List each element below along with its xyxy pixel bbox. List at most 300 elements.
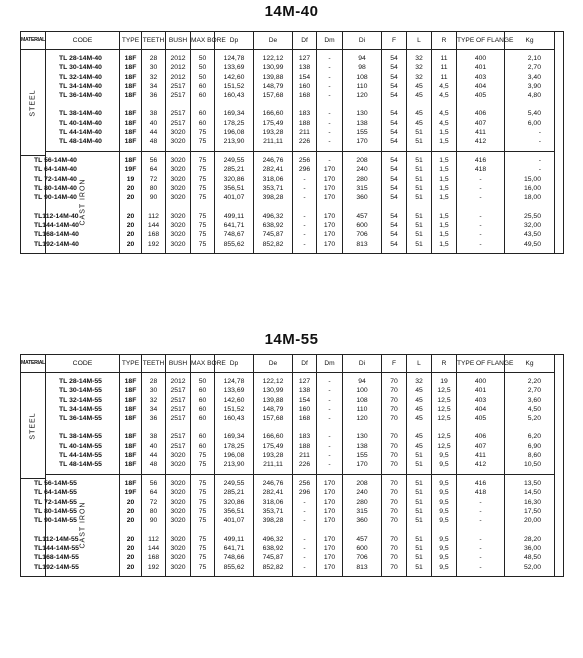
cell-di: 457 [343, 212, 382, 221]
cell-max-bore: 75 [191, 516, 215, 525]
cell-de: 638,92 [254, 221, 293, 230]
cell-code: TL 36-14M-40 [46, 91, 120, 100]
cell-code: TL 32-14M-40 [46, 73, 120, 82]
cell-de: 122,12 [254, 54, 293, 63]
cell-bush: 3020 [166, 488, 191, 497]
cell-f: 54 [382, 73, 407, 82]
cell-teeth: 40 [142, 442, 166, 451]
spec-table-14m-55 [20, 354, 564, 577]
cell-f: 70 [382, 414, 407, 423]
header-l: L [407, 355, 432, 373]
cell-max-bore: 60 [191, 396, 215, 405]
cell-teeth: 32 [142, 396, 166, 405]
cell-di: 98 [343, 63, 382, 72]
cell-max-bore: 60 [191, 432, 215, 441]
cell-flange: 416 [457, 156, 505, 166]
header-code: CODE [46, 355, 120, 373]
cell-bush: 3020 [166, 165, 191, 174]
cell-f: 54 [382, 137, 407, 146]
cell-r: 1,5 [432, 184, 457, 193]
cell-r: 9,5 [432, 544, 457, 553]
cell-l: 45 [407, 119, 432, 128]
cell-teeth: 144 [142, 221, 166, 230]
cell-l: 45 [407, 109, 432, 118]
cell-l: 51 [407, 460, 432, 469]
cell-kg: 25,50 [505, 212, 555, 221]
cell-code: TL 38-14M-55 [46, 432, 120, 441]
material-text: CAST IRON [78, 178, 86, 226]
cell-r: 1,5 [432, 137, 457, 146]
cell-de: 246,76 [254, 156, 293, 166]
cell-bush: 3020 [166, 498, 191, 507]
material-text: STEEL [29, 88, 37, 117]
cell-dm: - [317, 405, 343, 414]
cell-r: 9,5 [432, 563, 457, 572]
cell-l: 32 [407, 63, 432, 72]
cell-l: 45 [407, 386, 432, 395]
cell-di: 360 [343, 193, 382, 202]
cell-f: 54 [382, 240, 407, 249]
cell-r: 1,5 [432, 240, 457, 249]
table-row [21, 109, 564, 118]
cell-kg: 2,20 [505, 377, 555, 386]
cell-code: TL 44-14M-55 [46, 451, 120, 460]
cell-type: 20 [120, 563, 142, 572]
cell-dp: 133,69 [215, 386, 254, 395]
cell-teeth: 44 [142, 451, 166, 460]
cell-teeth: 192 [142, 563, 166, 572]
header-de: De [254, 32, 293, 50]
cell-r: 4,5 [432, 91, 457, 100]
cell-code: TL112-14M-40 [21, 212, 46, 221]
cell-kg: 6,00 [505, 119, 555, 128]
header-teeth: TEETH [142, 355, 166, 373]
cell-kg: 28,20 [505, 535, 555, 544]
cell-kg: 52,00 [505, 563, 555, 572]
cell-max-bore: 75 [191, 230, 215, 239]
cell-df: 226 [293, 460, 317, 469]
cell-de: 148,79 [254, 82, 293, 91]
cell-f: 70 [382, 451, 407, 460]
cell-l: 51 [407, 212, 432, 221]
cell-di: 315 [343, 184, 382, 193]
cell-kg: 4,80 [505, 91, 555, 100]
cell-kg: 2,10 [505, 54, 555, 63]
cell-type: 20 [120, 516, 142, 525]
cell-df: - [293, 193, 317, 202]
cell-teeth: 64 [142, 165, 166, 174]
cell-r: 12,5 [432, 442, 457, 451]
cell-teeth: 28 [142, 54, 166, 63]
cell-de: 139,88 [254, 73, 293, 82]
cell-di: 110 [343, 82, 382, 91]
cell-f: 70 [382, 386, 407, 395]
cell-flange: 412 [457, 137, 505, 146]
header-type: TYPE [120, 32, 142, 50]
cell-l: 51 [407, 544, 432, 553]
cell-r: 12,5 [432, 386, 457, 395]
cell-max-bore: 60 [191, 386, 215, 395]
cell-type: 18F [120, 128, 142, 137]
cell-l: 51 [407, 230, 432, 239]
cell-r: 11 [432, 73, 457, 82]
cell-f: 54 [382, 156, 407, 166]
cell-code: TL144-14M-40 [21, 221, 46, 230]
cell-max-bore: 75 [191, 212, 215, 221]
cell-kg: 5,20 [505, 414, 555, 423]
cell-type: 18F [120, 54, 142, 63]
cell-f: 70 [382, 377, 407, 386]
cell-type: 20 [120, 535, 142, 544]
cell-f: 70 [382, 488, 407, 497]
cell-kg: 43,50 [505, 230, 555, 239]
cell-type: 18F [120, 396, 142, 405]
cell-dm: - [317, 377, 343, 386]
cell-code: TL 90-14M-55 [21, 516, 46, 525]
header-dp: Dp [215, 32, 254, 50]
cell-flange: - [457, 240, 505, 249]
cell-max-bore: 50 [191, 73, 215, 82]
cell-dp: 641,71 [215, 544, 254, 553]
cell-f: 54 [382, 91, 407, 100]
cell-r: 12,5 [432, 432, 457, 441]
cell-r: 1,5 [432, 212, 457, 221]
cell-kg: 3,90 [505, 82, 555, 91]
cell-l: 51 [407, 451, 432, 460]
cell-flange: 400 [457, 54, 505, 63]
cell-max-bore: 75 [191, 460, 215, 469]
cell-dp: 356,51 [215, 184, 254, 193]
material-label [21, 373, 46, 479]
cell-kg: 32,00 [505, 221, 555, 230]
cell-type: 18F [120, 109, 142, 118]
cell-code: TL 32-14M-55 [46, 396, 120, 405]
cell-dm: - [317, 414, 343, 423]
cell-r: 9,5 [432, 451, 457, 460]
cell-code: TL 36-14M-55 [46, 414, 120, 423]
cell-dp: 356,51 [215, 507, 254, 516]
cell-di: 130 [343, 109, 382, 118]
cell-r: 11 [432, 63, 457, 72]
cell-code: TL 28-14M-55 [46, 377, 120, 386]
cell-r: 9,5 [432, 535, 457, 544]
cell-f: 54 [382, 109, 407, 118]
cell-di: 280 [343, 498, 382, 507]
cell-bush: 3020 [166, 451, 191, 460]
cell-di: 706 [343, 230, 382, 239]
cell-code: TL168-14M-40 [21, 230, 46, 239]
cell-type: 19F [120, 488, 142, 497]
cell-f: 54 [382, 119, 407, 128]
cell-dm: - [317, 128, 343, 137]
cell-code: TL144-14M-55 [21, 544, 46, 553]
table-row [21, 442, 564, 451]
cell-dm: 170 [317, 175, 343, 184]
cell-type: 20 [120, 230, 142, 239]
cell-dm: 170 [317, 240, 343, 249]
cell-bush: 2517 [166, 442, 191, 451]
cell-max-bore: 50 [191, 54, 215, 63]
cell-code: TL 30-14M-55 [46, 386, 120, 395]
table-row [21, 128, 564, 137]
cell-code: TL 38-14M-40 [46, 109, 120, 118]
cell-f: 54 [382, 54, 407, 63]
cell-de: 282,41 [254, 488, 293, 497]
cell-flange: 403 [457, 73, 505, 82]
cell-flange: 418 [457, 165, 505, 174]
header-max-bore: MAX BORE [191, 355, 215, 373]
cell-teeth: 168 [142, 553, 166, 562]
cell-df: 296 [293, 165, 317, 174]
cell-l: 51 [407, 488, 432, 497]
cell-dp: 855,62 [215, 240, 254, 249]
cell-max-bore: 75 [191, 175, 215, 184]
cell-code: TL 64-14M-55 [21, 488, 46, 497]
cell-kg: 18,00 [505, 193, 555, 202]
cell-dm: 170 [317, 479, 343, 489]
material-text: STEEL [29, 411, 37, 440]
cell-type: 18F [120, 91, 142, 100]
cell-df: - [293, 553, 317, 562]
cell-r: 9,5 [432, 507, 457, 516]
cell-type: 18F [120, 63, 142, 72]
spacer-row [21, 423, 564, 432]
cell-dm: - [317, 451, 343, 460]
cell-bush: 3020 [166, 479, 191, 489]
cell-kg: 3,60 [505, 396, 555, 405]
cell-di: 170 [343, 137, 382, 146]
cell-kg: 16,00 [505, 184, 555, 193]
cell-kg: 3,40 [505, 73, 555, 82]
cell-kg: - [505, 137, 555, 146]
cell-l: 51 [407, 193, 432, 202]
cell-r: 4,5 [432, 109, 457, 118]
cell-f: 70 [382, 442, 407, 451]
table-row [21, 119, 564, 128]
cell-l: 45 [407, 432, 432, 441]
cell-type: 20 [120, 507, 142, 516]
cell-type: 18F [120, 432, 142, 441]
cell-code: TL 80-14M-40 [21, 184, 46, 193]
cell-code: TL 56-14M-55 [21, 479, 46, 489]
cell-dm: 170 [317, 212, 343, 221]
cell-f: 54 [382, 82, 407, 91]
table-row [21, 432, 564, 441]
cell-max-bore: 75 [191, 128, 215, 137]
cell-de: 398,28 [254, 516, 293, 525]
cell-type: 20 [120, 212, 142, 221]
cell-kg: 2,70 [505, 63, 555, 72]
cell-dp: 249,55 [215, 156, 254, 166]
cell-max-bore: 75 [191, 535, 215, 544]
cell-l: 51 [407, 156, 432, 166]
header-kg: Kg [505, 32, 555, 50]
cell-type: 18F [120, 405, 142, 414]
cell-flange: 412 [457, 460, 505, 469]
cell-df: 138 [293, 63, 317, 72]
cell-df: 154 [293, 396, 317, 405]
cell-dp: 124,78 [215, 377, 254, 386]
cell-max-bore: 50 [191, 63, 215, 72]
cell-dp: 169,34 [215, 432, 254, 441]
cell-r: 4,5 [432, 119, 457, 128]
cell-kg: 5,40 [505, 109, 555, 118]
header-dp: Dp [215, 355, 254, 373]
cell-dm: - [317, 91, 343, 100]
cell-flange: - [457, 535, 505, 544]
cell-l: 51 [407, 553, 432, 562]
cell-flange: 407 [457, 442, 505, 451]
cell-teeth: 112 [142, 535, 166, 544]
cell-type: 20 [120, 498, 142, 507]
cell-dm: 170 [317, 516, 343, 525]
cell-code: TL 44-14M-40 [46, 128, 120, 137]
cell-df: 138 [293, 386, 317, 395]
cell-bush: 3020 [166, 563, 191, 572]
cell-code: TL192-14M-40 [21, 240, 46, 249]
cell-dp: 124,78 [215, 54, 254, 63]
cell-r: 1,5 [432, 165, 457, 174]
cell-dm: - [317, 63, 343, 72]
cell-flange: - [457, 193, 505, 202]
cell-code: TL 34-14M-55 [46, 405, 120, 414]
cell-dp: 151,52 [215, 82, 254, 91]
cell-di: 315 [343, 507, 382, 516]
cell-r: 1,5 [432, 156, 457, 166]
cell-code: TL168-14M-55 [21, 553, 46, 562]
cell-f: 54 [382, 221, 407, 230]
cell-dp: 320,86 [215, 498, 254, 507]
cell-r: 1,5 [432, 193, 457, 202]
header-material: MATERIAL [21, 32, 46, 50]
cell-f: 70 [382, 544, 407, 553]
table-row [21, 91, 564, 100]
header-di: Di [343, 32, 382, 50]
cell-flange: - [457, 221, 505, 230]
cell-type: 18F [120, 479, 142, 489]
cell-dp: 748,67 [215, 230, 254, 239]
cell-flange: 401 [457, 386, 505, 395]
cell-dp: 641,71 [215, 221, 254, 230]
header-code: CODE [46, 32, 120, 50]
cell-kg: 8,60 [505, 451, 555, 460]
table-row [21, 82, 564, 91]
cell-type: 20 [120, 193, 142, 202]
cell-r: 1,5 [432, 175, 457, 184]
cell-l: 51 [407, 240, 432, 249]
cell-kg: 16,30 [505, 498, 555, 507]
cell-type: 20 [120, 553, 142, 562]
cell-di: 457 [343, 535, 382, 544]
cell-dp: 142,60 [215, 73, 254, 82]
cell-r: 11 [432, 54, 457, 63]
cell-di: 208 [343, 479, 382, 489]
cell-bush: 3020 [166, 535, 191, 544]
cell-dm: - [317, 432, 343, 441]
cell-df: - [293, 563, 317, 572]
cell-de: 122,12 [254, 377, 293, 386]
cell-code: TL 48-14M-55 [46, 460, 120, 469]
cell-bush: 3020 [166, 544, 191, 553]
cell-bush: 2517 [166, 386, 191, 395]
cell-l: 51 [407, 563, 432, 572]
cell-di: 280 [343, 175, 382, 184]
cell-dm: 170 [317, 184, 343, 193]
cell-di: 240 [343, 165, 382, 174]
header-f: F [382, 32, 407, 50]
cell-code: TL 40-14M-55 [46, 442, 120, 451]
cell-code: TL 40-14M-40 [46, 119, 120, 128]
cell-kg: 36,00 [505, 544, 555, 553]
cell-l: 45 [407, 414, 432, 423]
cell-r: 19 [432, 377, 457, 386]
cell-kg: - [505, 128, 555, 137]
cell-df: - [293, 240, 317, 249]
cell-de: 398,28 [254, 193, 293, 202]
cell-bush: 2012 [166, 63, 191, 72]
header-bush: BUSH [166, 355, 191, 373]
cell-dm: 170 [317, 230, 343, 239]
cell-dm: 170 [317, 507, 343, 516]
table-row [21, 396, 564, 405]
cell-df: 188 [293, 119, 317, 128]
cell-teeth: 80 [142, 184, 166, 193]
header-max-bore: MAX BORE [191, 32, 215, 50]
cell-code: TL 64-14M-40 [21, 165, 46, 174]
cell-f: 70 [382, 479, 407, 489]
cell-l: 32 [407, 73, 432, 82]
cell-flange: - [457, 563, 505, 572]
header-row [21, 355, 564, 373]
cell-f: 54 [382, 212, 407, 221]
cell-de: 193,28 [254, 451, 293, 460]
cell-max-bore: 50 [191, 377, 215, 386]
cell-bush: 3020 [166, 460, 191, 469]
cell-flange: - [457, 516, 505, 525]
cell-r: 9,5 [432, 498, 457, 507]
cell-dp: 151,52 [215, 405, 254, 414]
cell-bush: 3020 [166, 221, 191, 230]
material-label [46, 151, 120, 253]
cell-type: 18F [120, 460, 142, 469]
cell-max-bore: 75 [191, 451, 215, 460]
cell-teeth: 144 [142, 544, 166, 553]
cell-df: 296 [293, 488, 317, 497]
cell-dp: 160,43 [215, 91, 254, 100]
table-row [21, 73, 564, 82]
cell-l: 51 [407, 184, 432, 193]
cell-kg: 4,50 [505, 405, 555, 414]
cell-max-bore: 60 [191, 414, 215, 423]
cell-df: - [293, 498, 317, 507]
cell-type: 20 [120, 184, 142, 193]
table-row [21, 63, 564, 72]
cell-l: 45 [407, 91, 432, 100]
cell-di: 240 [343, 488, 382, 497]
cell-flange: - [457, 184, 505, 193]
table-1-title: 14M-40 [264, 3, 319, 20]
cell-flange: 400 [457, 377, 505, 386]
cell-de: 157,68 [254, 91, 293, 100]
header-l: L [407, 32, 432, 50]
cell-di: 130 [343, 432, 382, 441]
cell-di: 706 [343, 553, 382, 562]
header-r: R [432, 355, 457, 373]
cell-di: 170 [343, 460, 382, 469]
cell-bush: 2012 [166, 73, 191, 82]
cell-f: 70 [382, 507, 407, 516]
cell-de: 148,79 [254, 405, 293, 414]
